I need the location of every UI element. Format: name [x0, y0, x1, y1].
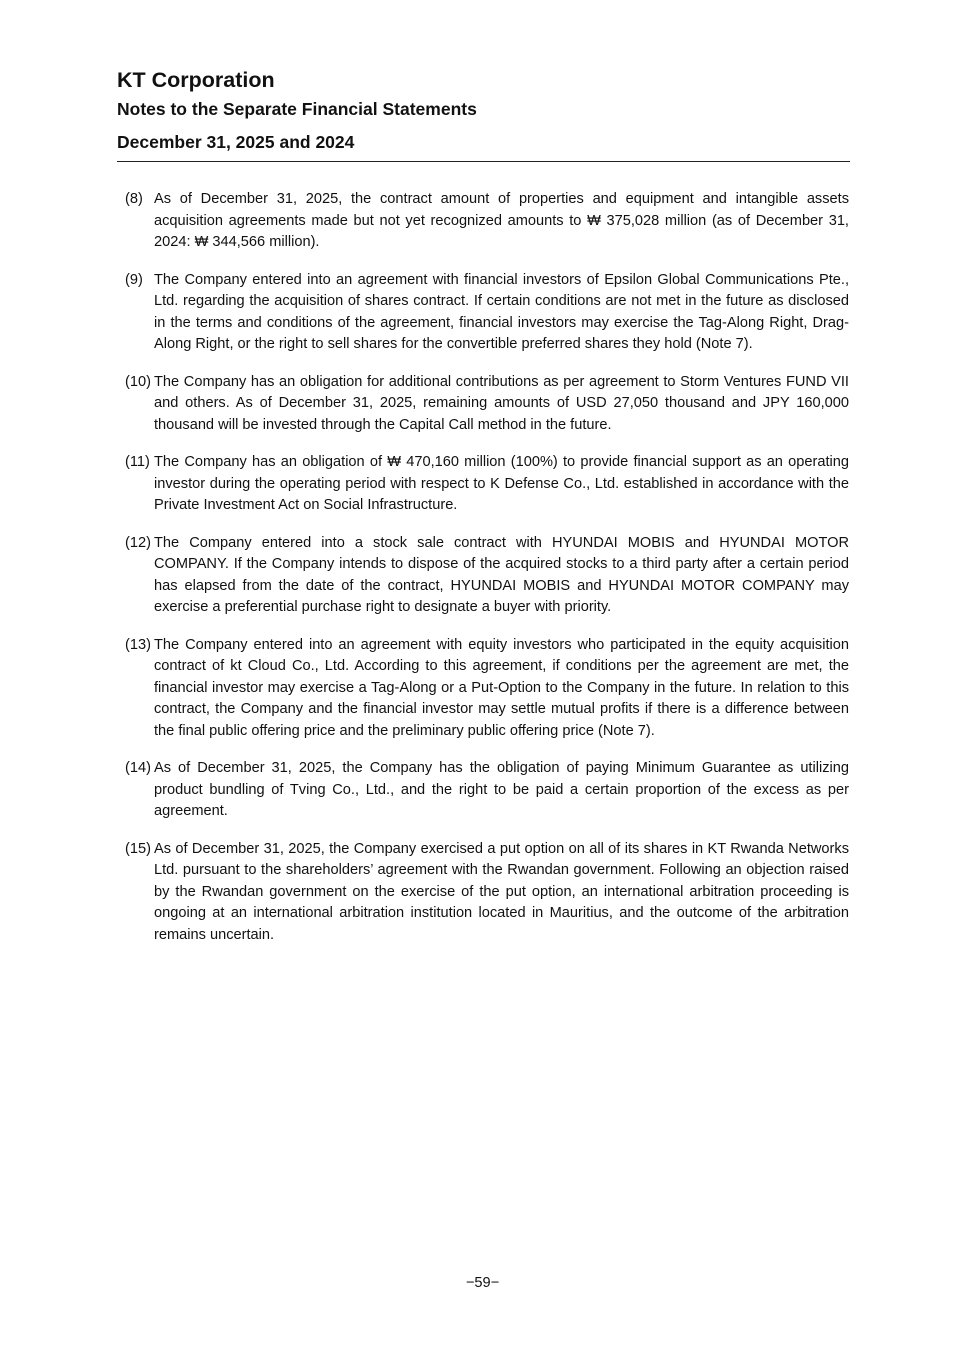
note-item-10 — [125, 372, 849, 437]
header-divider — [117, 161, 850, 162]
note-number: (10) — [125, 373, 151, 390]
note-item-8 — [125, 189, 849, 254]
note-text: As of December 31, 2025, the contract amount of properties and equipment and intangible assets acquisition agreements made but not yet recognized amounts to ₩ 375,028 million (as of December 31, 2024: ₩ 344,566 million). — [154, 191, 849, 250]
page-number: −59− — [465, 1275, 500, 1291]
document-subtitle: Notes to the Separate Financial Statements — [117, 99, 477, 119]
note-item-12 — [125, 533, 849, 619]
note-number: (9) — [125, 271, 143, 288]
note-text: The Company entered into a stock sale contract with HYUNDAI MOBIS and HYUNDAI MOTOR COMPANY. If the Company intends to dispose of the acquired stocks to a third party after a certain period has elapsed from the date of the contract, HYUNDAI MOBIS and HYUNDAI MOTOR COMPANY may exercise a preferential purchase right to designate a buyer with priority. — [154, 534, 849, 615]
note-number: (8) — [125, 191, 143, 207]
note-item-11 — [125, 452, 849, 517]
reporting-period: December 31, 2025 and 2024 — [117, 132, 355, 152]
note-text: As of December 31, 2025, the Company exercised a put option on all of its shares in KT Rwanda Networks Ltd. pursuant to the shareholders’ agreement with the Rwandan government. Following an objection raised by the Rwandan government on the exercise of the put option, an international arbitration proceeding is ongoing at an international arbitration institution located in Mauritius, and the outcome of the arbitration remains uncertain. — [154, 840, 849, 943]
note-text: The Company has an obligation for additional contributions as per agreement to Storm Ventures FUND VII and others. As of December 31, 2025, remaining amounts of USD 27,050 thousand and JPY 160,000 thousand will be invested through the Capital Call method in the future. — [154, 373, 849, 433]
note-text: The Company entered into an agreement with equity investors who participated in the equity acquisition contract of kt Cloud Co., Ltd. According to this agreement, if conditions per the agreement are met, the financial investor may exercise a Tag-Along or a Put-Option to the Company in the future. In relation to this contract, the Company and the financial investor may settle mutual profits if there is a difference between the final public offering price and the preliminary public offering price (Note 7). — [154, 636, 849, 739]
note-text: As of December 31, 2025, the Company has the obligation of paying Minimum Guarantee as utilizing product bundling of Tving Co., Ltd., and the right to be paid a certain proportion of the excess as per agreement. — [154, 760, 849, 819]
note-item-14 — [125, 758, 849, 823]
note-number: (13) — [125, 636, 151, 653]
note-item-9 — [125, 270, 849, 356]
note-text: The Company has an obligation of ₩ 470,160 million (100%) to provide financial support as an operating investor during the operating period with respect to K Defense Co., Ltd. established in accordance with the Private Investment Act on Social Infrastructure. — [154, 454, 849, 513]
note-text: The Company entered into an agreement with financial investors of Epsilon Global Communications Pte., Ltd. regarding the acquisition of shares contract. If certain conditions are not met in the future as disclosed in the terms and conditions of the agreement, financial investors may exercise the Tag-Along Right, Drag-Along Right, or the right to sell shares for the convertible preferred shares they hold (Note 7). — [154, 271, 849, 352]
notes-list — [125, 189, 849, 962]
note-item-13 — [125, 635, 849, 743]
note-number: (15) — [125, 840, 151, 857]
note-item-15 — [125, 839, 849, 947]
note-number: (12) — [125, 534, 151, 551]
document-header — [117, 66, 850, 154]
note-number: (14) — [125, 760, 151, 776]
company-name: KT Corporation — [117, 68, 275, 92]
note-number: (11) — [125, 454, 150, 470]
